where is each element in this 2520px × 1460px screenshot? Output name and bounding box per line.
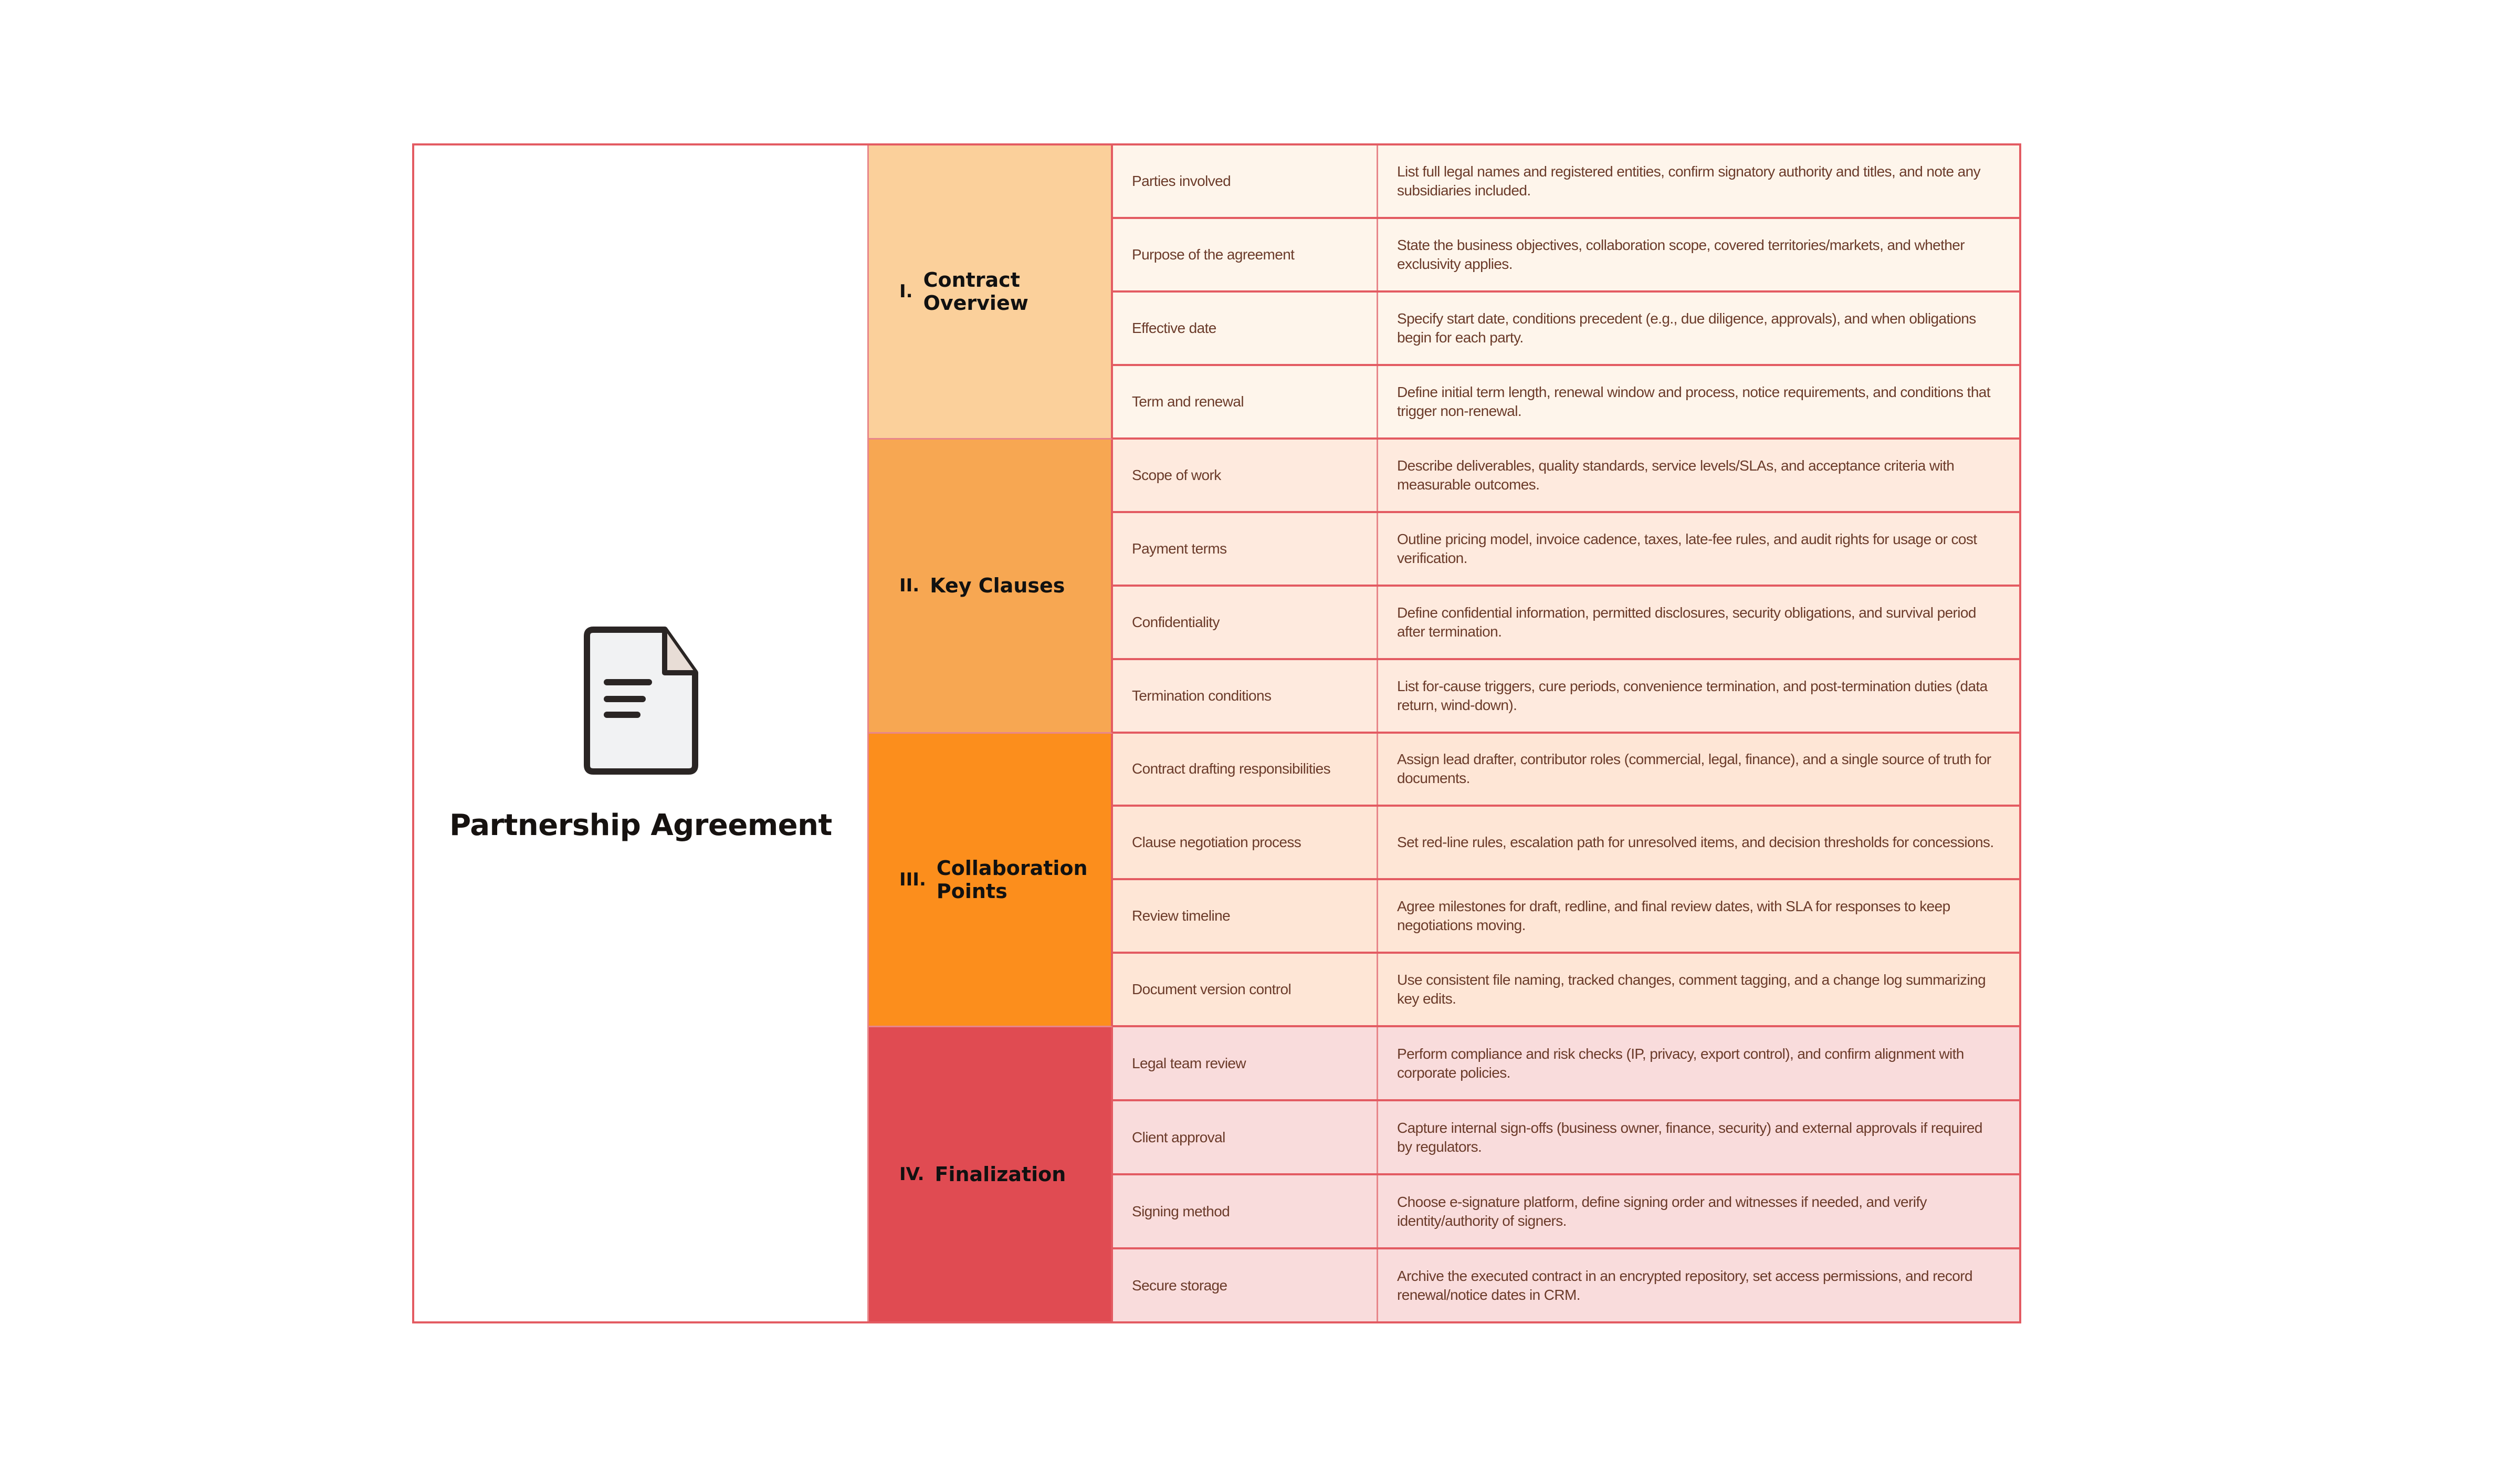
- table-row: [1113, 807, 2019, 880]
- section-rows: [1113, 145, 2019, 440]
- table-row: [1113, 587, 2019, 660]
- table-row: [1113, 1027, 2019, 1101]
- section-rows: [1113, 734, 2019, 1028]
- item-label: Clause negotiation process: [1113, 807, 1378, 878]
- item-label: Scope of work: [1113, 440, 1378, 511]
- section-contract-overview: [869, 145, 2019, 440]
- section-label: [869, 1027, 1113, 1321]
- item-label: Contract drafting responsibilities: [1113, 734, 1378, 805]
- table-row: [1113, 1101, 2019, 1175]
- table-row: [1113, 440, 2019, 513]
- table-row: [1113, 1249, 2019, 1321]
- section-number: III.: [899, 869, 926, 890]
- section-name: Key Clauses: [930, 574, 1065, 598]
- item-label: Term and renewal: [1113, 366, 1378, 437]
- item-label: Parties involved: [1113, 145, 1378, 217]
- section-name: Contract Overview: [923, 268, 1028, 315]
- diagram-title: Partnership Agreement: [449, 808, 832, 842]
- item-description: Use consistent file naming, tracked changes, comment tagging, and a change log summarizing key edits.: [1397, 972, 1986, 1007]
- item-label: Secure storage: [1113, 1249, 1378, 1321]
- item-label: Legal team review: [1113, 1027, 1378, 1099]
- section-number: IV.: [899, 1164, 925, 1185]
- item-label: Confidentiality: [1113, 587, 1378, 658]
- section-number: I.: [899, 281, 913, 303]
- table-row: [1113, 954, 2019, 1027]
- section-collaboration-points: [869, 734, 2019, 1028]
- section-name: Collaboration Points: [936, 856, 1088, 903]
- table-row: [1113, 293, 2019, 366]
- item-description: State the business objectives, collaboration scope, covered territories/markets, and whether exclusivity applies.: [1397, 236, 1965, 272]
- item-description: Define initial term length, renewal window and process, notice requirements, and conditions that trigger non-renewal.: [1397, 383, 1990, 419]
- item-description: List full legal names and registered entities, confirm signatory authority and titles, and note any subsidiaries included.: [1397, 163, 1981, 199]
- section-number: II.: [899, 575, 920, 597]
- section-finalization: [869, 1027, 2019, 1321]
- table-row: [1113, 219, 2019, 293]
- item-label: Document version control: [1113, 954, 1378, 1025]
- item-description: Choose e-signature platform, define signing order and witnesses if needed, and verify identity/authority of signers.: [1397, 1193, 1927, 1229]
- section-key-clauses: [869, 440, 2019, 734]
- item-description: Define confidential information, permitted disclosures, security obligations, and survival period after termination.: [1397, 604, 1976, 640]
- section-label: [869, 734, 1113, 1028]
- document-icon: [581, 624, 701, 777]
- table-row: [1113, 145, 2019, 219]
- item-description: Assign lead drafter, contributor roles (commercial, legal, finance), and a single source of truth for documents.: [1397, 751, 1991, 787]
- section-label: [869, 145, 1113, 440]
- title-panel: [414, 145, 869, 1321]
- item-label: Signing method: [1113, 1175, 1378, 1247]
- table-row: [1113, 1175, 2019, 1249]
- agreement-diagram: [412, 143, 2021, 1323]
- section-name: Finalization: [934, 1163, 1066, 1186]
- item-description: Agree milestones for draft, redline, and final review dates, with SLA for responses to keep negotiations moving.: [1397, 898, 1950, 934]
- item-label: Purpose of the agreement: [1113, 219, 1378, 290]
- item-description: Outline pricing model, invoice cadence, taxes, late-fee rules, and audit rights for usage or cost verification.: [1397, 530, 1977, 566]
- table-row: [1113, 513, 2019, 587]
- table-row: [1113, 660, 2019, 734]
- item-description: List for-cause triggers, cure periods, convenience termination, and post-termination duties (data return, wind-down).: [1397, 677, 1988, 713]
- section-rows: [1113, 440, 2019, 734]
- item-description: Perform compliance and risk checks (IP, privacy, export control), and confirm alignment with corporate policies.: [1397, 1045, 1964, 1081]
- item-description: Describe deliverables, quality standards, service levels/SLAs, and acceptance criteria with measurable outcomes.: [1397, 457, 1955, 493]
- sections-container: [869, 145, 2019, 1321]
- section-rows: [1113, 1027, 2019, 1321]
- item-label: Client approval: [1113, 1101, 1378, 1173]
- section-label: [869, 440, 1113, 734]
- item-description: Archive the executed contract in an encrypted repository, set access permissions, and record renewal/notice dates in CRM.: [1397, 1267, 1972, 1303]
- table-row: [1113, 366, 2019, 440]
- table-row: [1113, 734, 2019, 807]
- item-description: Capture internal sign-offs (business owner, finance, security) and external approvals if required by regulators.: [1397, 1119, 1982, 1155]
- table-row: [1113, 880, 2019, 954]
- item-description: Set red-line rules, escalation path for unresolved items, and decision thresholds for concessions.: [1397, 834, 1994, 851]
- item-label: Effective date: [1113, 293, 1378, 364]
- item-description: Specify start date, conditions precedent (e.g., due diligence, approvals), and when obligations begin for each party.: [1397, 310, 1976, 346]
- item-label: Termination conditions: [1113, 660, 1378, 732]
- item-label: Review timeline: [1113, 880, 1378, 952]
- item-label: Payment terms: [1113, 513, 1378, 585]
